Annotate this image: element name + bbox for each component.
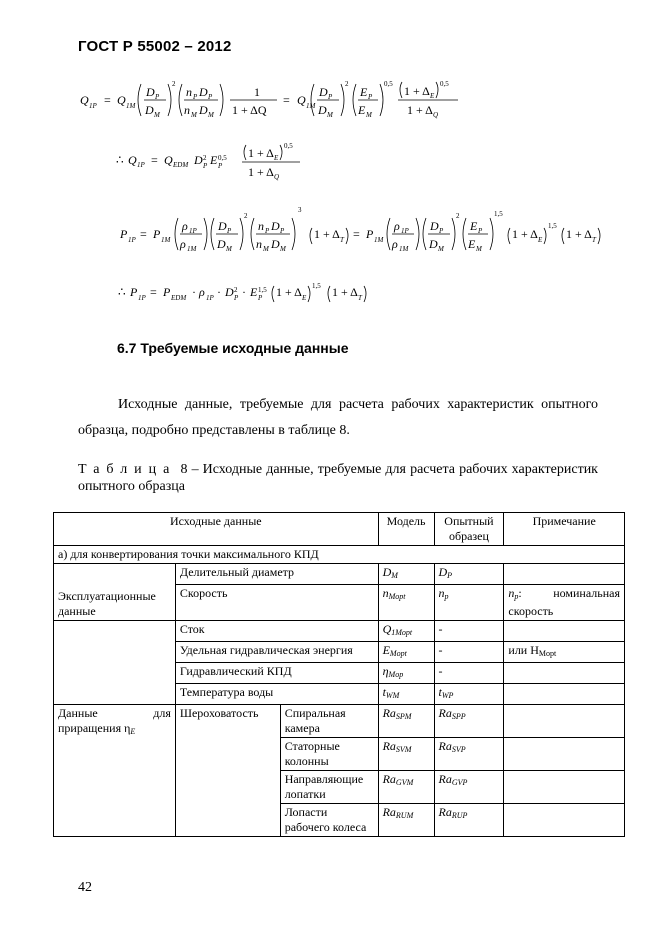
svg-text:D: D [271, 219, 280, 233]
svg-text:1: 1 [254, 85, 260, 99]
note-cell [504, 804, 625, 837]
svg-text:P: P [478, 227, 483, 235]
group2-label: Данные для приращения η [58, 706, 171, 735]
note-subscript: Mopt [538, 649, 557, 658]
svg-text:D: D [218, 219, 227, 233]
svg-text:E: E [250, 285, 258, 299]
svg-text:=: = [104, 93, 111, 107]
svg-text:E: E [210, 153, 218, 167]
group1-label: Эксплуатационные данные [58, 589, 156, 618]
svg-text:0,5: 0,5 [284, 142, 293, 150]
proto-subscript: p [444, 592, 449, 601]
proto-subscript: SVP [451, 745, 466, 754]
svg-text:=: = [353, 227, 360, 241]
svg-text:=: = [283, 93, 290, 107]
proto-symbol: Ra [438, 706, 452, 720]
svg-text:T: T [340, 236, 344, 244]
svg-text:1P: 1P [137, 161, 145, 169]
svg-text:1 + ΔQ: 1 + ΔQ [232, 103, 267, 117]
svg-text:1M: 1M [187, 245, 197, 253]
svg-text:P: P [258, 294, 263, 302]
table-row [54, 705, 625, 738]
model-cell [378, 705, 434, 738]
proto-cell: - [434, 621, 504, 642]
svg-text:D: D [271, 237, 280, 251]
svg-text:1 + Δ: 1 + Δ [248, 165, 274, 179]
svg-text:M: M [366, 111, 372, 119]
note-cell [504, 642, 625, 663]
svg-text:1 + Δ: 1 + Δ [276, 285, 302, 299]
model-cell [378, 738, 434, 771]
proto-symbol: D [438, 565, 448, 579]
svg-text:2: 2 [345, 80, 349, 88]
table-header-row [54, 513, 625, 546]
proto-cell: - [434, 663, 504, 684]
model-symbol: Ra [382, 805, 396, 819]
svg-text:P: P [218, 162, 223, 170]
model-cell [378, 684, 434, 705]
svg-text:E: E [302, 294, 307, 302]
svg-text:2: 2 [244, 212, 248, 220]
page-number: 42 [78, 880, 92, 895]
svg-text:1P: 1P [401, 227, 409, 235]
section-paragraph: Исходные данные, требуемые для расчета рабочих характеристик опытного образца, подробно представлены в таблице 8. [78, 397, 598, 438]
svg-text:ρ: ρ [182, 219, 188, 233]
proto-cell [434, 771, 504, 804]
model-cell [378, 771, 434, 804]
note-cell [504, 705, 625, 738]
svg-text:3: 3 [298, 206, 302, 214]
note-cell [504, 684, 625, 705]
param-cell: Делительный диаметр [175, 564, 378, 585]
svg-text:E: E [430, 92, 435, 100]
model-cell [378, 621, 434, 642]
part-cell: Статорные колонны [280, 738, 378, 771]
svg-text:ρ: ρ [392, 237, 398, 251]
svg-text:1 + Δ: 1 + Δ [566, 227, 592, 241]
svg-text:·: · [192, 285, 196, 299]
param-cell: Удельная гидравлическая энергия [175, 642, 378, 663]
model-cell [378, 642, 434, 663]
svg-text:P: P [439, 227, 444, 235]
svg-text:P: P [208, 93, 213, 101]
svg-text:Q: Q [80, 93, 89, 107]
svg-text:=: = [150, 285, 157, 299]
empty-group-cell [54, 621, 176, 705]
svg-text:P: P [153, 227, 161, 241]
svg-text:n: n [184, 103, 190, 117]
proto-subscript: GVP [451, 778, 468, 787]
svg-text:M: M [208, 111, 214, 119]
svg-text:1 + Δ: 1 + Δ [248, 146, 274, 160]
model-subscript: SPM [395, 712, 412, 721]
svg-text:1P: 1P [189, 227, 197, 235]
svg-text:0,5: 0,5 [218, 154, 227, 162]
table-section-row [54, 546, 625, 564]
svg-text:1M: 1M [126, 102, 136, 110]
part-cell: Лопасти рабочего колеса [280, 804, 378, 837]
svg-text:·: · [217, 285, 221, 299]
svg-text:E: E [468, 237, 476, 251]
svg-text:P: P [234, 294, 239, 302]
svg-text:1,5: 1,5 [494, 210, 503, 218]
model-subscript: Mopt [388, 592, 406, 601]
table-row [54, 564, 625, 585]
svg-text:Q: Q [433, 111, 439, 119]
svg-text:2: 2 [234, 286, 238, 294]
model-subscript: Mop [388, 670, 404, 679]
svg-text:∴: ∴ [116, 153, 124, 167]
note-text: или H [508, 643, 539, 657]
svg-text:M: M [226, 245, 232, 253]
svg-text:D: D [429, 237, 438, 251]
svg-text:D: D [225, 285, 234, 299]
proto-subscript: P [447, 571, 453, 580]
svg-text:P: P [163, 285, 171, 299]
formula-4 [118, 282, 366, 302]
svg-text:D: D [430, 219, 439, 233]
model-subscript: Mopt [389, 649, 407, 658]
svg-text:ρ: ρ [394, 219, 400, 233]
svg-text:P: P [280, 227, 285, 235]
svg-text:M: M [280, 245, 286, 253]
svg-text:P: P [155, 93, 160, 101]
svg-text:1M: 1M [399, 245, 409, 253]
proto-cell [434, 684, 504, 705]
table-row [54, 621, 625, 642]
header-cell: Модель [378, 513, 434, 546]
note-cell [504, 564, 625, 585]
model-symbol: n [382, 586, 389, 600]
svg-text:n: n [258, 219, 264, 233]
part-cell: Направляющие лопатки [280, 771, 378, 804]
proto-symbol: Ra [438, 772, 452, 786]
model-cell [378, 564, 434, 585]
model-subscript: SVM [395, 745, 412, 754]
svg-text:Q: Q [164, 153, 173, 167]
proto-symbol: t [438, 685, 442, 699]
svg-text:n: n [186, 85, 192, 99]
svg-text:D: D [145, 103, 154, 117]
svg-text:D: D [319, 85, 328, 99]
proto-cell [434, 804, 504, 837]
svg-text:P: P [193, 93, 198, 101]
svg-text:M: M [154, 111, 160, 119]
svg-text:1,5: 1,5 [258, 286, 267, 294]
svg-text:2: 2 [456, 212, 460, 220]
model-subscript: 1Mopt [391, 628, 413, 637]
svg-text:ρ: ρ [180, 237, 186, 251]
model-symbol: Ra [382, 772, 396, 786]
part-cell: Спиральная камера [280, 705, 378, 738]
model-symbol: Ra [382, 706, 396, 720]
proto-subscript: RUP [451, 811, 468, 820]
svg-text:D: D [146, 85, 155, 99]
svg-text:1 + Δ: 1 + Δ [407, 103, 433, 117]
svg-text:=: = [151, 153, 158, 167]
svg-text:Q: Q [117, 93, 126, 107]
header-cell: Примечание [504, 513, 625, 546]
model-cell [378, 804, 434, 837]
svg-text:1P: 1P [138, 294, 146, 302]
svg-text:D: D [199, 85, 208, 99]
svg-text:1P: 1P [128, 236, 136, 244]
model-subscript: WM [385, 691, 400, 700]
note-cell [504, 738, 625, 771]
proto-symbol: Ra [438, 805, 452, 819]
svg-text:M: M [327, 111, 333, 119]
svg-text:·: · [242, 285, 246, 299]
param-cell: Скорость [175, 585, 378, 621]
svg-text:1M: 1M [161, 236, 171, 244]
section-title: 6.7 Требуемые исходные данные [117, 340, 349, 356]
model-cell [378, 663, 434, 684]
proto-cell [434, 705, 504, 738]
note-symbol: n [508, 586, 515, 600]
model-symbol: Q [382, 622, 392, 636]
table-caption-word: Таблица [78, 462, 177, 477]
group-label-cell [54, 564, 176, 621]
svg-text:P: P [120, 227, 128, 241]
model-symbol: Ra [382, 739, 396, 753]
svg-text:M: M [263, 245, 269, 253]
proto-symbol: n [438, 586, 445, 600]
param-cell: Температура воды [175, 684, 378, 705]
proto-symbol: Ra [438, 739, 452, 753]
svg-text:1,5: 1,5 [312, 282, 321, 290]
svg-text:E: E [538, 236, 543, 244]
svg-text:Q: Q [274, 173, 280, 181]
group2-subscript: E [130, 727, 136, 736]
model-symbol: E [382, 643, 390, 657]
model-symbol: t [382, 685, 386, 699]
svg-text:T: T [592, 236, 596, 244]
note-cell [504, 585, 625, 621]
note-cell [504, 663, 625, 684]
svg-text:P: P [265, 227, 270, 235]
param-cell: Гидравлический КПД [175, 663, 378, 684]
svg-text:2: 2 [203, 154, 207, 162]
svg-text:1 + Δ: 1 + Δ [512, 227, 538, 241]
proto-cell [434, 564, 504, 585]
svg-text:0,5: 0,5 [440, 80, 449, 88]
svg-text:P: P [203, 162, 208, 170]
proto-subscript: SPP [451, 712, 466, 721]
svg-text:P: P [227, 227, 232, 235]
svg-text:=: = [140, 227, 147, 241]
svg-text:E: E [470, 219, 478, 233]
table-caption [78, 461, 598, 495]
roughness-label-cell: Шероховатость [175, 705, 280, 837]
table-caption-rest: 8 – Исходные данные, требуемые для расчета рабочих характеристик опытного образца [78, 462, 598, 494]
svg-text:EDM: EDM [171, 294, 187, 302]
svg-text:E: E [360, 85, 368, 99]
svg-text:M: M [191, 111, 197, 119]
svg-text:Q: Q [297, 93, 306, 107]
svg-text:1M: 1M [306, 102, 316, 110]
section-a-cell: а) для конвертирования точки максимального КПД [54, 546, 625, 564]
note-cell [504, 771, 625, 804]
svg-text:E: E [274, 154, 279, 162]
proto-cell [434, 585, 504, 621]
svg-text:E: E [358, 103, 366, 117]
svg-text:0,5: 0,5 [384, 80, 393, 88]
svg-text:M: M [476, 245, 482, 253]
svg-text:2: 2 [172, 80, 176, 88]
param-cell: Сток [175, 621, 378, 642]
svg-text:1 + Δ: 1 + Δ [314, 227, 340, 241]
svg-text:1 + Δ: 1 + Δ [404, 84, 430, 98]
svg-text:D: D [199, 103, 208, 117]
svg-text:D: D [217, 237, 226, 251]
svg-text:P: P [366, 227, 374, 241]
document-header: ГОСТ Р 55002 – 2012 [78, 38, 232, 55]
model-subscript: GVM [395, 778, 414, 787]
formula-2 [116, 142, 300, 181]
svg-text:M: M [438, 245, 444, 253]
model-symbol: η [382, 664, 389, 678]
svg-text:ρ: ρ [199, 285, 205, 299]
svg-text:1 + Δ: 1 + Δ [332, 285, 358, 299]
svg-text:1P: 1P [206, 294, 214, 302]
header-cell: Исходные данные [54, 513, 379, 546]
formula-1 [80, 80, 458, 119]
svg-text:∴: ∴ [118, 285, 126, 299]
svg-text:EDM: EDM [173, 161, 189, 169]
svg-text:P: P [328, 93, 333, 101]
header-cell: Опытный образец [434, 513, 504, 546]
group-label-cell [54, 705, 176, 837]
svg-text:n: n [256, 237, 262, 251]
proto-cell: - [434, 642, 504, 663]
svg-text:D: D [194, 153, 203, 167]
note-cell [504, 621, 625, 642]
svg-text:P: P [130, 285, 138, 299]
svg-text:1M: 1M [374, 236, 384, 244]
proto-cell [434, 738, 504, 771]
svg-text:1,5: 1,5 [548, 222, 557, 230]
svg-text:D: D [318, 103, 327, 117]
model-symbol: D [382, 565, 392, 579]
svg-text:P: P [368, 93, 373, 101]
formula-3 [119, 206, 600, 253]
svg-text:T: T [358, 294, 362, 302]
model-subscript: M [391, 571, 398, 580]
note-text: : номинальная скорость [508, 586, 620, 618]
model-subscript: RUM [395, 811, 414, 820]
model-cell [378, 585, 434, 621]
proto-subscript: WP [441, 691, 454, 700]
svg-text:Q: Q [128, 153, 137, 167]
note-subscript: p [514, 592, 519, 601]
data-table [53, 512, 625, 837]
svg-text:1P: 1P [89, 102, 97, 110]
